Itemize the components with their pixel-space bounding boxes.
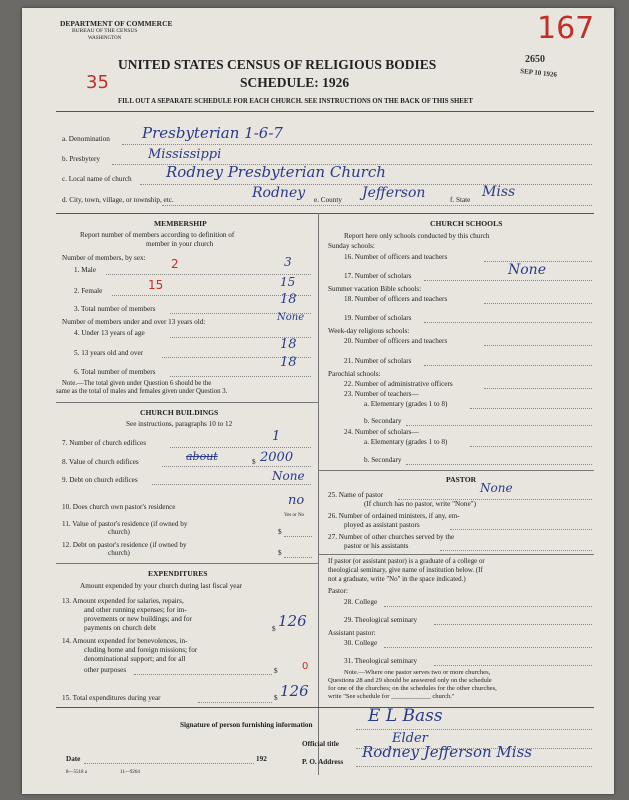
handwritten-number: 167 — [537, 11, 595, 46]
q2-strike-mark: 15 — [148, 278, 164, 292]
address-label: P. O. Address — [302, 758, 344, 766]
q8-dollar: $ — [252, 458, 256, 466]
q2-female-value: 15 — [280, 275, 296, 289]
q13-dollar: $ — [272, 625, 276, 633]
q30-line — [384, 647, 592, 648]
q3-total-label: 3. Total number of members — [74, 305, 156, 313]
yes-no-hint: Yes or No — [284, 513, 305, 518]
q17-line — [424, 280, 592, 281]
membership-heading: MEMBERSHIP — [154, 219, 207, 228]
q1-male-value: 3 — [284, 255, 292, 269]
q31-label: 31. Theological seminary — [344, 657, 418, 665]
members-by-sex-label: Number of members, by sex: — [62, 254, 146, 262]
q13-label-b: and other running expenses; for im- — [84, 606, 187, 614]
q22-line — [484, 388, 592, 389]
graduate-note-3: not a graduate, write "No" in the space indicated.) — [328, 576, 466, 583]
signature-line — [356, 729, 592, 730]
presbytery-value: Mississippi — [148, 147, 222, 162]
q5-over-label: 5. 13 years old and over — [74, 349, 144, 357]
q24a-line — [470, 446, 592, 447]
q15-label: 15. Total expenditures during year — [62, 694, 161, 702]
q2-female-label: 2. Female — [74, 287, 103, 295]
buildings-heading: CHURCH BUILDINGS — [140, 408, 219, 417]
stamp-number: 2650 — [525, 54, 545, 65]
q17-label: 17. Number of scholars — [344, 272, 412, 280]
q16-label: 16. Number of officers and teachers — [344, 253, 448, 261]
q25-note: (If church has no pastor, write "None") — [364, 500, 476, 508]
q23b-line — [406, 425, 592, 426]
pastor-note-1: Note.—Where one pastor serves two or more churches, — [344, 669, 491, 676]
q15-line — [198, 702, 272, 703]
buildings-subheading: See instructions, paragraphs 10 to 12 — [126, 420, 233, 428]
sunday-schools-value: None — [508, 262, 546, 278]
q8-label: 8. Value of church edifices — [62, 458, 139, 466]
buildings-rule — [56, 563, 318, 564]
county-value: Jefferson — [362, 185, 426, 201]
schedule-title: SCHEDULE: 1926 — [240, 75, 350, 90]
footer-rule — [56, 707, 594, 708]
bureau-name: BUREAU OF THE CENSUS — [72, 28, 138, 34]
pastor-heading: PASTOR — [446, 475, 477, 484]
denomination-label: a. Denomination — [62, 135, 110, 143]
presbytery-label: b. Presbytery — [62, 155, 100, 163]
expenditures-heading: EXPENDITURES — [148, 569, 208, 578]
q6-total-label: 6. Total number of members — [74, 368, 156, 376]
under-over-value: None — [277, 312, 305, 323]
city-value: Rodney — [252, 185, 306, 201]
q15-dollar: $ — [274, 694, 278, 702]
q15-value: 126 — [280, 682, 309, 700]
q19-label: 19. Number of scholars — [344, 314, 412, 322]
graduate-note-1: If pastor (or assistant pastor) is a graduate of a college or — [328, 558, 485, 565]
q6-line — [170, 376, 311, 377]
membership-intro-2: member in your church — [146, 240, 214, 248]
q12-line — [284, 557, 312, 558]
q19-line — [424, 322, 592, 323]
q23b-label: b. Secondary — [364, 417, 402, 425]
q27-label-b: pastor or his assistants — [344, 542, 409, 550]
pastor-subheading: Pastor: — [328, 587, 348, 595]
church-name-label: c. Local name of church — [62, 175, 132, 183]
q22-label: 22. Number of administrative officers — [344, 380, 453, 388]
q26-label-a: 26. Number of ordained ministers, if any, em- — [328, 512, 460, 520]
q9-label: 9. Debt on church edifices — [62, 476, 138, 484]
address-line — [356, 766, 592, 767]
instruction-line: FILL OUT A SEPARATE SCHEDULE FOR EACH CHURCH. SEE INSTRUCTIONS ON THE BACK OF THIS SHEET — [118, 98, 473, 105]
q11-label-b: church) — [108, 528, 130, 536]
denomination-line — [122, 144, 592, 145]
state-value: Miss — [482, 184, 516, 200]
expenditures-subheading: Amount expended by your church during last fiscal year — [80, 582, 243, 590]
q8-line — [162, 466, 311, 467]
signature-label: Signature of person furnishing information — [180, 721, 313, 729]
membership-note-2: same as the total of males and females given under Question 3. — [56, 388, 228, 395]
census-form — [22, 8, 614, 794]
q29-label: 29. Theological seminary — [344, 616, 418, 624]
q27-line — [440, 550, 592, 551]
date-stamp: SEP 10 1926 — [519, 67, 558, 79]
graduate-note-2: theological seminary, give name of institution below. (If — [328, 567, 483, 574]
pastor-note-3: for one of the churches; on the schedules for the other churches, — [328, 685, 497, 692]
assistant-subheading: Assistant pastor: — [328, 629, 376, 637]
q5-over-value: 18 — [280, 337, 297, 352]
q11-dollar: $ — [278, 528, 282, 536]
pastor-rule — [318, 554, 594, 555]
q14-label-c: denominational support; and for all — [84, 655, 186, 663]
signature-value: E L Bass — [368, 706, 443, 726]
q13-value: 126 — [278, 612, 307, 630]
q1-strike-mark: 2 — [171, 257, 179, 271]
bureau-city: WASHINGTON — [88, 36, 122, 41]
address-value: Rodney Jefferson Miss — [362, 743, 532, 761]
q12-label-a: 12. Debt on pastor's residence (if owned by — [62, 541, 187, 549]
section-rule — [56, 213, 594, 214]
q8-value: 2000 — [260, 450, 294, 465]
department-name: DEPARTMENT OF COMMERCE — [60, 19, 173, 28]
county-label: e. County — [314, 196, 342, 204]
weekday-schools-label: Week-day religious schools: — [328, 327, 410, 335]
q27-label-a: 27. Number of other churches served by the — [328, 533, 455, 541]
q8-about: about — [186, 450, 218, 463]
date-label: Date — [66, 755, 81, 763]
membership-note-1: Note.—The total given under Question 6 should be the — [62, 380, 212, 387]
q24-label: 24. Number of scholars— — [344, 428, 419, 436]
q6-total-value: 18 — [280, 355, 297, 370]
q1-male-label: 1. Male — [74, 266, 96, 274]
summer-schools-label: Summer vacation Bible schools: — [328, 285, 422, 293]
date-line — [84, 763, 254, 764]
q7-value: 1 — [272, 429, 281, 444]
q18-line — [484, 303, 592, 304]
q24b-label: b. Secondary — [364, 456, 402, 464]
form-code: 8—5518 a — [66, 770, 87, 775]
q20-label: 20. Number of officers and teachers — [344, 337, 448, 345]
q23-label: 23. Number of teachers— — [344, 390, 419, 398]
pastor-note-4: write "See schedule for ____________ church." — [328, 693, 455, 700]
q11-line — [284, 536, 312, 537]
q12-dollar: $ — [278, 549, 282, 557]
q9-value: None — [272, 469, 305, 483]
q24b-line — [406, 464, 592, 465]
pastor-note-2: Questions 28 and 29 should be answered only on the schedule — [328, 677, 492, 684]
denomination-value: Presbyterian 1-6-7 — [142, 124, 283, 142]
q29-line — [434, 624, 592, 625]
q21-line — [424, 365, 592, 366]
q21-label: 21. Number of scholars — [344, 357, 412, 365]
q24a-label: a. Elementary (grades 1 to 8) — [364, 438, 448, 446]
q23a-label: a. Elementary (grades 1 to 8) — [364, 400, 448, 408]
church-name-value: Rodney Presbyterian Church — [166, 163, 386, 181]
under-over-label: Number of members under and over 13 years old: — [62, 318, 206, 326]
q14-dollar: $ — [274, 667, 278, 675]
q25-label: 25. Name of pastor — [328, 491, 384, 499]
q25-value: None — [480, 481, 513, 495]
schools-rule — [318, 470, 594, 471]
top-rule — [56, 111, 594, 112]
q28-line — [384, 606, 592, 607]
q7-label: 7. Number of church edifices — [62, 439, 147, 447]
q14-value: 0 — [302, 661, 309, 672]
q3-total-value: 18 — [280, 292, 297, 307]
q14-label-d: other purposes — [84, 666, 127, 674]
red-mark: 35 — [86, 72, 109, 93]
q23a-line — [470, 408, 592, 409]
column-divider — [318, 213, 319, 775]
official-title-label: Official title — [302, 740, 339, 748]
q20-line — [484, 345, 592, 346]
sunday-schools-label: Sunday schools: — [328, 242, 375, 250]
state-label: f. State — [450, 196, 471, 204]
q18-label: 18. Number of officers and teachers — [344, 295, 448, 303]
q14-label-b: cluding home and foreign missions; for — [84, 646, 198, 654]
print-code: 11—9264 — [120, 770, 140, 775]
q31-line — [434, 665, 592, 666]
q11-label-a: 11. Value of pastor's residence (if owned by — [62, 520, 188, 528]
schools-heading: CHURCH SCHOOLS — [430, 219, 503, 228]
official-title-value: Elder — [392, 731, 428, 746]
q14-line — [134, 674, 272, 675]
form-title: UNITED STATES CENSUS OF RELIGIOUS BODIES — [118, 57, 437, 72]
city-label: d. City, town, village, or township, etc. — [62, 196, 174, 204]
q13-label-d: payments on church debt — [84, 624, 157, 632]
q13-label-c: provements or new buildings; and for — [84, 615, 192, 623]
q10-value: no — [288, 493, 305, 508]
q10-label: 10. Does church own pastor's residence — [62, 503, 176, 511]
q9-line — [152, 484, 311, 485]
membership-rule — [56, 402, 318, 403]
schools-intro: Report here only schools conducted by this church — [344, 232, 490, 240]
q26-label-b: ployed as assistant pastors — [344, 521, 420, 529]
q13-label-a: 13. Amount expended for salaries, repairs, — [62, 597, 184, 605]
q4-under-label: 4. Under 13 years of age — [74, 329, 145, 337]
q12-label-b: church) — [108, 549, 130, 557]
parochial-schools-label: Parochial schools: — [328, 370, 381, 378]
membership-intro-1: Report number of members according to definition of — [80, 231, 235, 239]
city-line — [162, 205, 592, 206]
q7-line — [170, 447, 311, 448]
q28-label: 28. College — [344, 598, 378, 606]
q14-label-a: 14. Amount expended for benevolences, in- — [62, 637, 188, 645]
q26-line — [450, 529, 592, 530]
date-year: 192 — [256, 755, 267, 763]
q30-label: 30. College — [344, 639, 378, 647]
